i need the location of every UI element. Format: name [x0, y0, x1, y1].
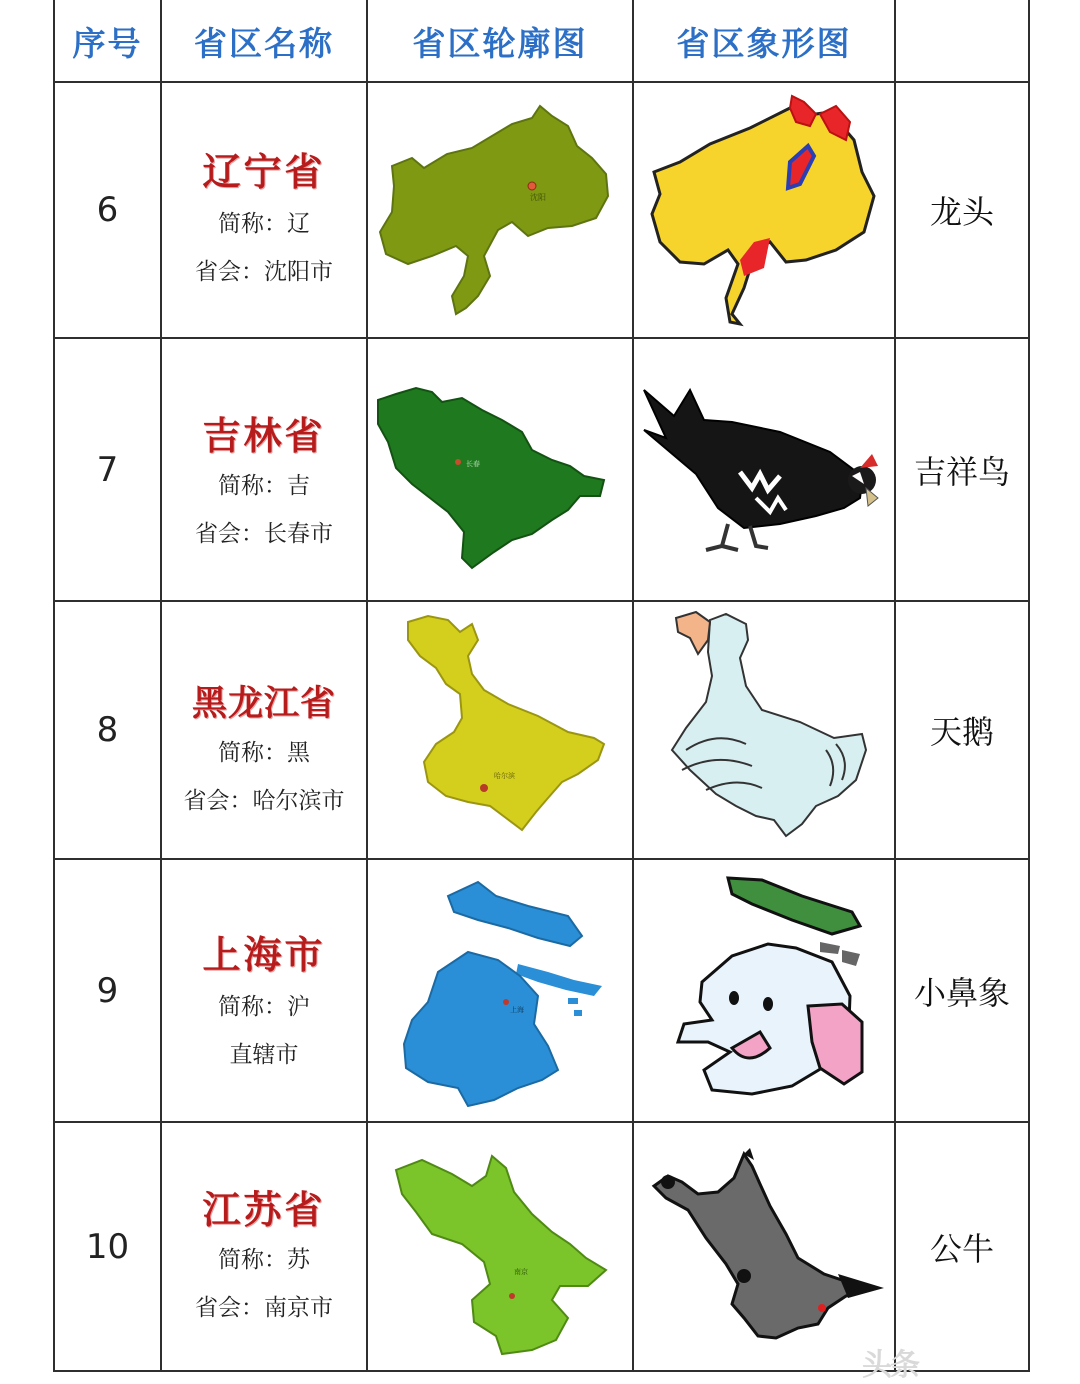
province-abbr: 简称：黑	[218, 740, 310, 766]
header-name: 省区名称	[194, 23, 334, 63]
header-index: 序号	[72, 23, 143, 63]
province-name: 上海市	[202, 932, 326, 977]
province-capital: 省会：南京市	[195, 1295, 333, 1321]
province-abbr: 简称：吉	[218, 473, 310, 499]
auspicious-bird-pictogram	[640, 380, 886, 560]
map-city-label: 哈尔滨	[494, 772, 515, 780]
province-abbr: 简称：辽	[218, 211, 310, 237]
header-outline: 省区轮廓图	[412, 23, 588, 63]
province-capital: 省会：哈尔滨市	[183, 788, 345, 814]
swan-pictogram	[666, 610, 876, 844]
province-name: 黑龙江省	[191, 683, 336, 724]
province-capital: 省会：沈阳市	[195, 259, 333, 285]
province-name: 吉林省	[202, 413, 326, 458]
header-meaning	[896, 0, 1028, 82]
row-index: 6	[96, 190, 119, 230]
grid-line	[632, 0, 634, 1372]
province-abbr: 简称：苏	[218, 1247, 310, 1273]
liaoning-outline-map	[372, 96, 626, 326]
province-capital: 省会：长春市	[195, 521, 333, 547]
jilin-outline-map	[372, 380, 612, 576]
map-city-label: 长春	[466, 460, 480, 468]
row-index: 9	[96, 970, 119, 1011]
shanghai-outline-map	[398, 876, 612, 1110]
header-pictogram: 省区象形图	[676, 23, 852, 63]
map-city-label: 南京	[514, 1268, 528, 1276]
jiangsu-outline-map	[392, 1150, 614, 1358]
name-cell	[162, 602, 366, 858]
watermark-logo: 头条	[862, 1348, 918, 1383]
province-name: 江苏省	[202, 1187, 326, 1232]
pictogram-meaning: 小鼻象	[913, 973, 1010, 1012]
pictogram-meaning: 天鹅	[929, 713, 994, 751]
name-cell	[162, 860, 366, 1121]
little-elephant-pictogram	[672, 872, 872, 1118]
name-cell	[162, 83, 366, 337]
row-index: 8	[96, 710, 119, 750]
grid-line	[366, 0, 368, 1372]
name-cell	[162, 1123, 366, 1370]
row-index: 10	[85, 1226, 130, 1267]
bull-pictogram	[648, 1148, 888, 1348]
map-city-label: 沈阳	[530, 193, 546, 202]
province-abbr: 简称：沪	[218, 994, 310, 1020]
map-city-label: 上海	[510, 1006, 524, 1014]
grid-line	[1028, 0, 1030, 1372]
province-name: 辽宁省	[202, 149, 326, 194]
heilongjiang-outline-map	[398, 612, 612, 838]
pictogram-meaning: 龙头	[929, 193, 994, 231]
province-capital: 直辖市	[229, 1042, 299, 1068]
pictogram-meaning: 公牛	[929, 1229, 994, 1268]
pictogram-meaning: 吉祥鸟	[913, 452, 1010, 491]
name-cell	[162, 339, 366, 600]
row-index: 7	[96, 449, 119, 490]
dragon-head-pictogram	[640, 92, 886, 328]
